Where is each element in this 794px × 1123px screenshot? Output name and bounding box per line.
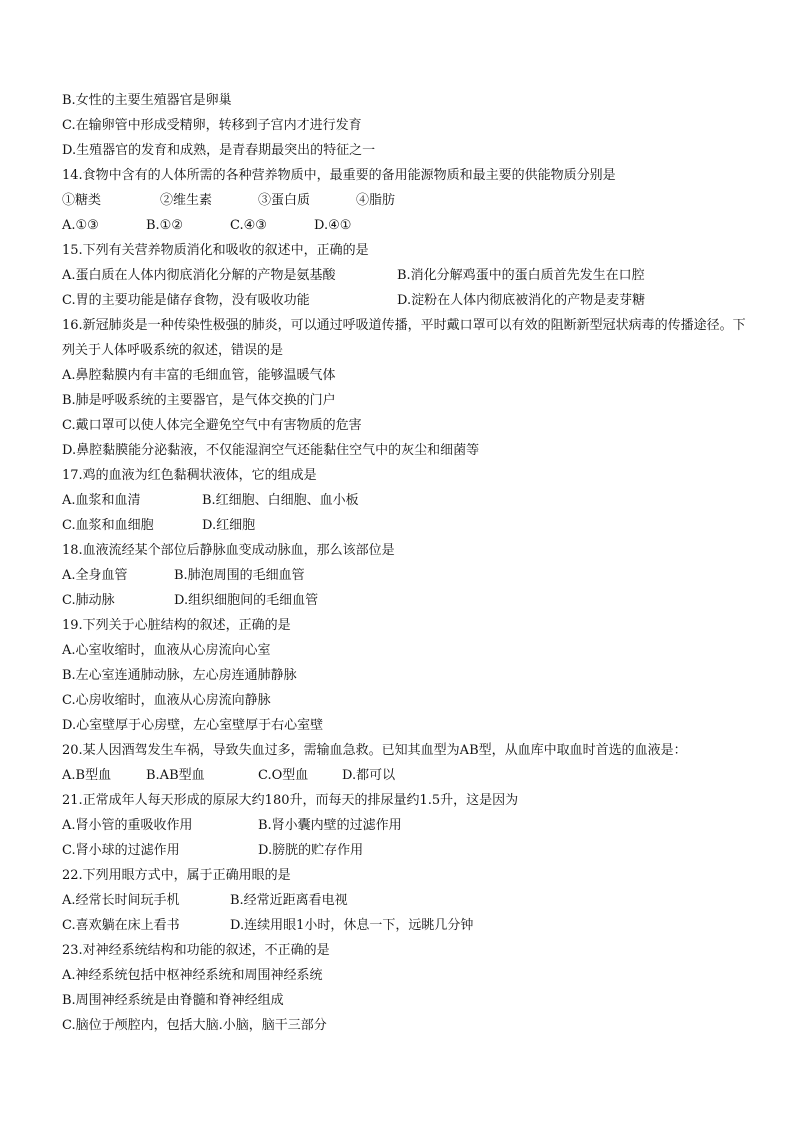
q18-options-row2 [62, 588, 752, 613]
q13-option-c: C.在输卵管中形成受精卵，转移到子宫内才进行发育 [62, 118, 362, 133]
q22-option-a: A.经常长时间玩手机 [62, 893, 180, 908]
q22-stem: 22.下列用眼方式中，属于正确用眼的是 [62, 868, 291, 883]
q16-option-c: C.戴口罩可以使人体完全避免空气中有害物质的危害 [62, 418, 362, 433]
q14-item-2: ②维生素 [160, 193, 213, 208]
q22-options-row2 [62, 913, 752, 938]
q14-item-3: ③蛋白质 [258, 193, 311, 208]
q16-stem: 16.新冠肺炎是一种传染性极强的肺炎，可以通过呼吸道传播，平时戴口罩可以有效的阻断新型冠状病毒的传播途径。下列关于人体呼吸系统的叙述，错误的是 [62, 318, 746, 358]
q18-option-d: D.组织细胞间的毛细血管 [174, 593, 319, 608]
q23-option-c: C.脑位于颅腔内，包括大脑.小脑，脑干三部分 [62, 1018, 327, 1033]
q15-option-d: D.淀粉在人体内彻底被消化的产物是麦芽糖 [397, 293, 646, 308]
q19-stem: 19.下列关于心脏结构的叙述，正确的是 [62, 618, 291, 633]
q18-options-row1 [62, 563, 752, 588]
q16-option-a: A.鼻腔黏膜内有丰富的毛细血管，能够温暖气体 [62, 368, 336, 383]
q14-item-1: ①糖类 [62, 193, 102, 208]
q18-option-a: A.全身血管 [62, 568, 128, 583]
q20-stem: 20.某人因酒驾发生车祸，导致失血过多，需输血急救。已知其血型为AB型，从血库中取血时首选的血液是： [62, 743, 687, 758]
q14-option-d: D.④① [314, 218, 352, 233]
q20-option-b: B.AB型血 [146, 768, 205, 783]
q17-options-row2 [62, 513, 752, 538]
q17-option-c: C.血浆和血细胞 [62, 518, 154, 533]
exam-page [62, 88, 752, 1038]
q15-options-row2 [62, 288, 752, 313]
q22-option-b: B.经常近距离看电视 [230, 893, 348, 908]
q20-options [62, 763, 752, 788]
q23-stem: 23.对神经系统结构和功能的叙述，不正确的是 [62, 943, 330, 958]
q17-options-row1 [62, 488, 752, 513]
q14-items [62, 188, 752, 213]
q19-option-c: C.心房收缩时，血液从心房流向静脉 [62, 693, 271, 708]
q21-option-d: D.膀胱的贮存作用 [258, 843, 364, 858]
q15-option-a: A.蛋白质在人体内彻底消化分解的产物是氨基酸 [62, 268, 336, 283]
q21-option-a: A.肾小管的重吸收作用 [62, 818, 193, 833]
q22-options-row1 [62, 888, 752, 913]
q16-option-b: B.肺是呼吸系统的主要器官，是气体交换的门户 [62, 393, 336, 408]
q22-option-c: C.喜欢躺在床上看书 [62, 918, 180, 933]
q15-stem: 15.下列有关营养物质消化和吸收的叙述中，正确的是 [62, 243, 369, 258]
q21-option-c: C.肾小球的过滤作用 [62, 843, 180, 858]
q17-option-a: A.血浆和血清 [62, 493, 141, 508]
q20-option-d: D.都可以 [342, 768, 396, 783]
q18-option-c: C.肺动脉 [62, 593, 115, 608]
q21-options-row2 [62, 838, 752, 863]
q15-option-c: C.胃的主要功能是储存食物，没有吸收功能 [62, 293, 310, 308]
q22-option-d: D.连续用眼1小时，休息一下，远眺几分钟 [230, 918, 474, 933]
q20-option-c: C.O型血 [258, 768, 309, 783]
q21-stem: 21.正常成年人每天形成的原尿大约180升，而每天的排尿量约1.5升，这是因为 [62, 793, 519, 808]
q13-option-b: B.女性的主要生殖器官是卵巢 [62, 93, 232, 108]
q15-option-b: B.消化分解鸡蛋中的蛋白质首先发生在口腔 [397, 268, 645, 283]
q14-item-4: ④脂肪 [356, 193, 396, 208]
q15-options-row1 [62, 263, 752, 288]
q17-stem: 17.鸡的血液为红色黏稠状液体，它的组成是 [62, 468, 317, 483]
q19-option-d: D.心室壁厚于心房壁，左心室壁厚于右心室壁 [62, 718, 324, 733]
q20-option-a: A.B型血 [62, 768, 112, 783]
q13-option-d: D.生殖器官的发育和成熟，是青春期最突出的特征之一 [62, 143, 376, 158]
q14-option-a: A.①③ [62, 218, 99, 233]
q19-option-a: A.心室收缩时，血液从心房流向心室 [62, 643, 271, 658]
q14-options [62, 213, 752, 238]
q16-option-d: D.鼻腔黏膜能分泌黏液，不仅能湿润空气还能黏住空气中的灰尘和细菌等 [62, 443, 480, 458]
q17-option-d: D.红细胞 [202, 518, 256, 533]
q14-stem: 14.食物中含有的人体所需的各种营养物质中，最重要的备用能源物质和最主要的供能物质分别是 [62, 168, 616, 183]
q23-option-a: A.神经系统包括中枢神经系统和周围神经系统 [62, 968, 323, 983]
q14-option-b: B.①② [146, 218, 183, 233]
q21-option-b: B.肾小囊内壁的过滤作用 [258, 818, 402, 833]
q23-option-b: B.周围神经系统是由脊髓和脊神经组成 [62, 993, 284, 1008]
q14-option-c: C.④③ [230, 218, 267, 233]
q21-options-row1 [62, 813, 752, 838]
q18-option-b: B.肺泡周围的毛细血管 [174, 568, 305, 583]
q19-option-b: B.左心室连通肺动脉，左心房连通肺静脉 [62, 668, 297, 683]
q18-stem: 18.血液流经某个部位后静脉血变成动脉血，那么该部位是 [62, 543, 395, 558]
q17-option-b: B.红细胞、白细胞、血小板 [202, 493, 359, 508]
